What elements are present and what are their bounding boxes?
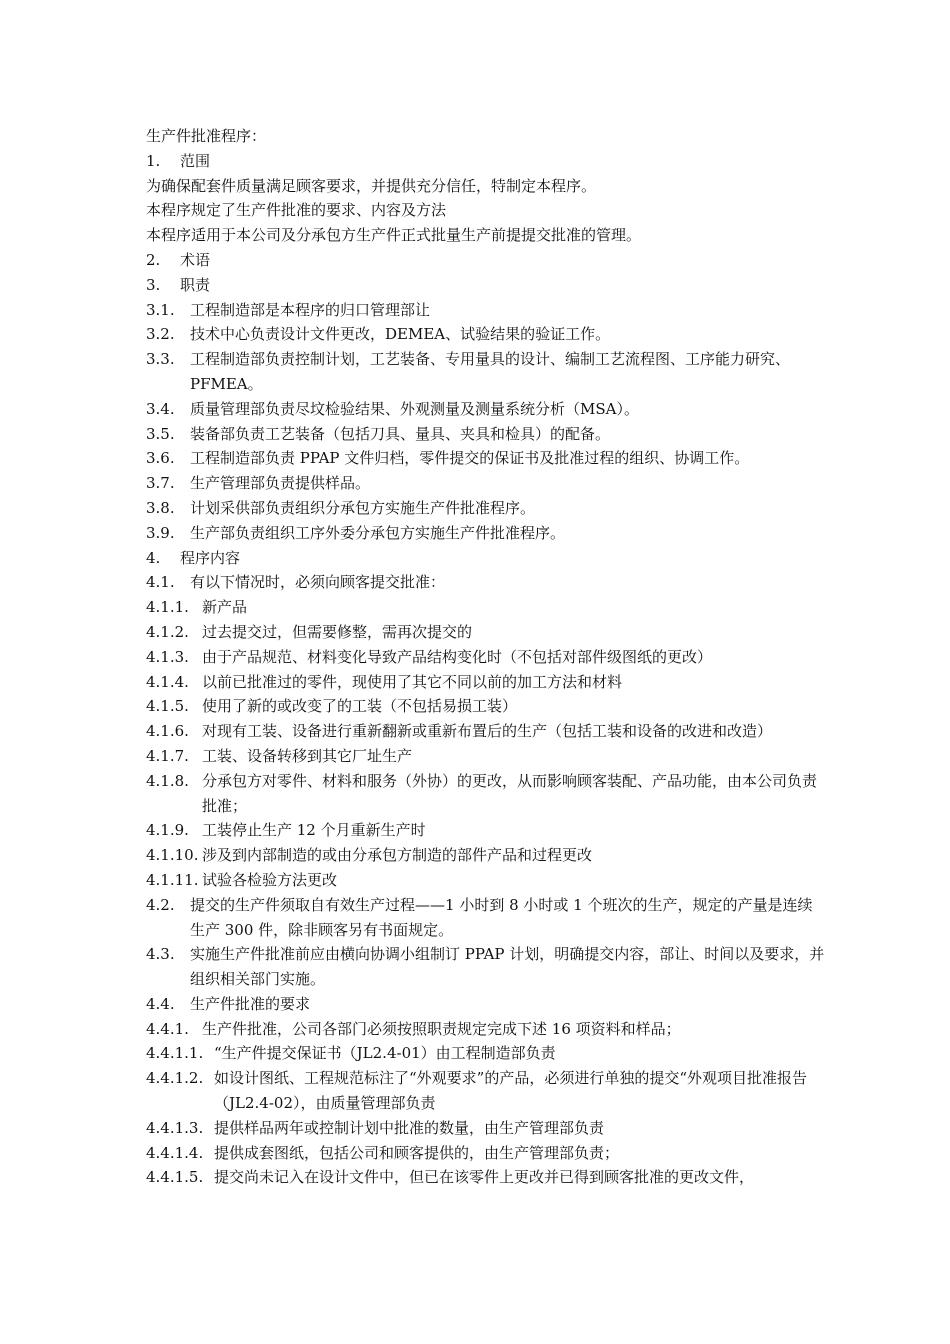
item-text: 技术中心负责设计文件更改，DEMEA、试验结果的验证工作。: [190, 325, 611, 344]
list-item: [146, 769, 826, 819]
item-text: 生产件批准，公司各部门必须按照职责规定完成下述 16 项资料和样品；: [202, 1019, 681, 1038]
item-number: 4.1.10.: [146, 846, 199, 865]
paragraph: 本程序适用于本公司及分承包方生产件正式批量生产前提提交批准的管理。: [146, 226, 642, 245]
list-item: [146, 620, 826, 645]
item-number: 4.1.2.: [146, 622, 189, 641]
item-number: 3.3.: [146, 350, 175, 369]
item-text: 提供样品两年或控制计划中批准的数量，由生产管理部负责: [214, 1118, 605, 1137]
item-text: 过去提交过，但需要修整，需再次提交的: [202, 622, 473, 641]
list-item: [146, 248, 826, 273]
item-number: 4.4.1.: [146, 1019, 189, 1038]
item-number: 4.1.: [146, 573, 175, 592]
item-text: 使用了新的或改变了的工装（不包括易损工装）: [202, 697, 518, 716]
item-text: 质量管理部负责尽坟检验结果、外观测量及测量系统分析（MSA）。: [190, 399, 639, 418]
list-item: [146, 992, 826, 1017]
item-text: 分承包方对零件、材料和服务（外协）的更改，从而影响顾客装配、产品功能，由本公司负责批准；: [202, 771, 818, 815]
item-number: 4.1.4.: [146, 672, 189, 691]
list-item: [146, 843, 826, 868]
item-number: 3.7.: [146, 474, 175, 493]
item-text: 有以下情况时，必须向顾客提交批准：: [190, 573, 446, 592]
item-text: 装备部负责工艺装备（包括刀具、量具、夹具和检具）的配备。: [190, 424, 611, 443]
paragraph: 本程序规定了生产件批准的要求、内容及方法: [146, 201, 447, 220]
list-item: [146, 868, 826, 893]
item-number: 4.4.: [146, 994, 175, 1013]
item-text: 如设计图纸、工程规范标注了“外观要求”的产品，必须进行单独的提交“外观项目批准报告（JL2.4-02），由质量管理部负责: [214, 1069, 808, 1113]
item-number: 3.8.: [146, 498, 175, 517]
list-item: [146, 670, 826, 695]
list-item: [146, 744, 826, 769]
item-number: 4.4.1.1.: [146, 1044, 204, 1063]
item-text: “生产件提交保证书（JL2.4-01）由工程制造部负责: [214, 1044, 556, 1063]
item-text: 程序内容: [180, 548, 241, 567]
item-number: 4.2.: [146, 895, 175, 914]
list-item: [146, 273, 826, 298]
document-title: 生产件批准程序：: [146, 127, 267, 145]
item-text: 提供成套图纸，包括公司和顾客提供的，由生产管理部负责；: [214, 1143, 620, 1162]
list-item: [146, 1041, 826, 1066]
list-item: [146, 1141, 826, 1166]
item-text: 生产管理部负责提供样品。: [190, 474, 371, 493]
item-text: 由于产品规范、材料变化导致产品结构变化时（不包括对部件级图纸的更改）: [202, 647, 713, 666]
item-text: 工程制造部负责 PPAP 文件归档，零件提交的保证书及批准过程的组织、协调工作。: [190, 449, 750, 468]
item-number: 3.1.: [146, 300, 175, 319]
list-item: [146, 818, 826, 843]
item-number: 4.1.9.: [146, 821, 189, 840]
item-text: 工程制造部是本程序的归口管理部让: [190, 300, 431, 319]
item-number: 4.1.11.: [146, 870, 199, 889]
list-item: [146, 595, 826, 620]
list-item: [146, 471, 826, 496]
item-text: 工程制造部负责控制计划，工艺装备、专用量具的设计、编制工艺流程图、工序能力研究、PFMEA。: [190, 350, 791, 393]
list-item: [146, 397, 826, 422]
paragraph: 为确保配套件质量满足顾客要求，并提供充分信任，特制定本程序。: [146, 176, 597, 195]
item-number: 4.1.1.: [146, 598, 189, 617]
list-item: [146, 298, 826, 323]
item-text: 新产品: [202, 598, 248, 617]
item-text: 提交尚未记入在设计文件中，但已在该零件上更改并已得到顾客批准的更改文件，: [214, 1168, 755, 1187]
item-number: 2.: [146, 250, 161, 269]
list-item: [146, 570, 826, 595]
item-number: 1.: [146, 151, 161, 170]
item-text: 试验各检验方法更改: [202, 870, 338, 889]
item-text: 对现有工装、设备进行重新翻新或重新布置后的生产（包括工装和设备的改进和改造）: [202, 722, 773, 741]
list-item: [146, 694, 826, 719]
item-number: 3.: [146, 275, 161, 294]
list-item: [146, 422, 826, 447]
item-number: 4.1.5.: [146, 697, 189, 716]
item-number: 4.4.1.4.: [146, 1143, 204, 1162]
item-text: 涉及到内部制造的或由分承包方制造的部件产品和过程更改: [202, 846, 593, 865]
list-item: [146, 1066, 826, 1116]
item-text: 生产件批准的要求: [190, 994, 311, 1013]
item-number: 4.1.3.: [146, 647, 189, 666]
item-text: 生产部负责组织工序外委分承包方实施生产件批准程序。: [190, 523, 566, 542]
item-number: 3.5.: [146, 424, 175, 443]
list-item: [146, 1165, 826, 1190]
item-text: 工装、设备转移到其它厂址生产: [202, 746, 413, 765]
list-item: [146, 446, 826, 471]
list-item: [146, 546, 826, 571]
list-item: [146, 521, 826, 546]
list-item: [146, 322, 826, 347]
item-text: 术语: [180, 250, 211, 269]
item-text: 计划采供部负责组织分承包方实施生产件批准程序。: [190, 498, 536, 517]
list-item: [146, 645, 826, 670]
item-number: 4.1.8.: [146, 771, 189, 790]
item-number: 4.1.6.: [146, 722, 189, 741]
list-item: [146, 1116, 826, 1141]
list-item: [146, 149, 826, 174]
item-number: 3.2.: [146, 325, 175, 344]
item-number: 3.4.: [146, 399, 175, 418]
list-item: [146, 347, 826, 397]
item-text: 职责: [180, 275, 211, 294]
item-number: 4.4.1.2.: [146, 1069, 204, 1088]
item-text: 以前已批准过的零件，现使用了其它不同以前的加工方法和材料: [202, 672, 623, 691]
list-item: [146, 1017, 826, 1042]
item-number: 4.3.: [146, 945, 175, 964]
item-number: 3.9.: [146, 523, 175, 542]
item-text: 提交的生产件须取自有效生产过程——1 小时到 8 小时或 1 个班次的生产，规定的产量是连续生产 300 件，除非顾客另有书面规定。: [190, 895, 813, 939]
item-text: 实施生产件批准前应由横向协调小组制订 PPAP 计划，明确提交内容，部让、时间以及要求，并组织相关部门实施。: [190, 945, 825, 989]
item-number: 3.6.: [146, 449, 175, 468]
item-text: 范围: [180, 151, 211, 170]
item-number: 4.4.1.3.: [146, 1118, 204, 1137]
item-text: 工装停止生产 12 个月重新生产时: [202, 821, 426, 840]
list-item: [146, 496, 826, 521]
list-item: [146, 893, 826, 943]
item-number: 4.: [146, 548, 161, 567]
list-item: [146, 942, 826, 992]
document-body: [146, 124, 826, 1190]
item-number: 4.4.1.5.: [146, 1168, 204, 1187]
list-item: [146, 719, 826, 744]
item-number: 4.1.7.: [146, 746, 189, 765]
